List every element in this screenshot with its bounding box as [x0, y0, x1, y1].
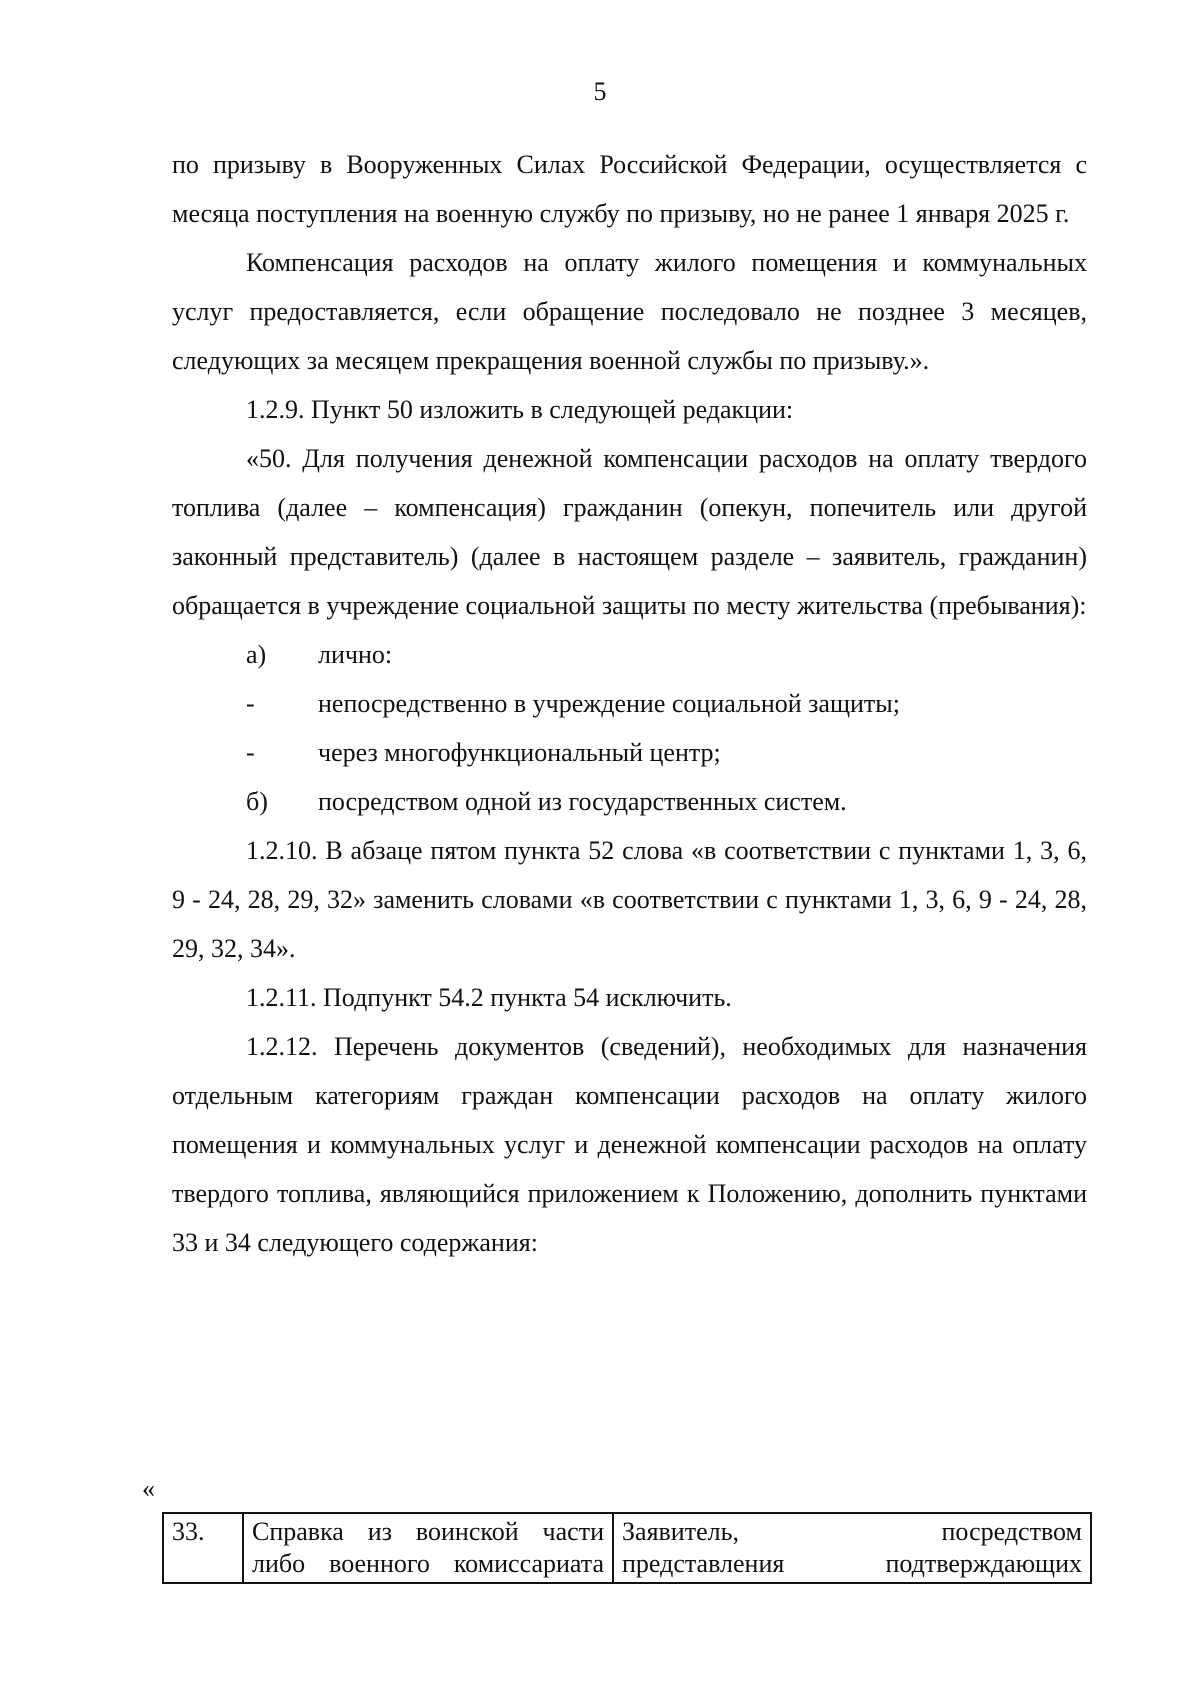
list-marker: - [246, 689, 255, 718]
list-item [172, 728, 1087, 777]
document-body [172, 140, 1087, 1267]
opening-quote-mark: « [142, 1474, 155, 1503]
list-text: через многофункциональный центр; [318, 738, 721, 767]
list-marker: а) [246, 640, 267, 669]
paragraph-continuation: по призыву в Вооруженных Силах Российской Федерации, осуществляется с месяца поступления на военную службу по призыву, но не ранее 1 января 2025 г. [172, 150, 1087, 228]
list-item [172, 777, 1087, 826]
list-item [172, 679, 1087, 728]
list-text: посредством одной из государственных систем. [318, 787, 847, 816]
table-cell-line: Заявитель, посредством [622, 1517, 1082, 1546]
list-text: лично: [318, 640, 393, 669]
list-text: непосредственно в учреждение социальной защиты; [318, 689, 900, 718]
paragraph-1-2-11: 1.2.11. Подпункт 54.2 пункта 54 исключить. [246, 983, 732, 1012]
list-item [172, 630, 1087, 679]
paragraph-compensation-term: Компенсация расходов на оплату жилого помещения и коммунальных услуг предоставляется, если обращение последовало не позднее 3 месяцев, следующих за месяцем прекращения военной службы по призыву.». [172, 248, 1087, 375]
table-cell-line: либо военного комиссариата [252, 1549, 604, 1578]
list-marker: б) [246, 787, 268, 816]
table-cell-line: Справка из воинской части [252, 1517, 604, 1546]
paragraph-point-50: «50. Для получения денежной компенсации расходов на оплату твердого топлива (далее – компенсация) гражданин (опекун, попечитель или другой законный представитель) (далее в настоящем разделе – заявитель, гражданин) обращается в учреждение социальной защиты по месту жительства (пребывания): [172, 444, 1087, 620]
table-cell-submitter [613, 1513, 1091, 1583]
table-cell-document [243, 1513, 613, 1583]
paragraph-1-2-9: 1.2.9. Пункт 50 изложить в следующей редакции: [246, 395, 794, 424]
page-number: 5 [593, 77, 607, 106]
table-cell-line: представления подтверждающих [622, 1549, 1082, 1578]
table-cell-number: 33. [163, 1513, 243, 1583]
paragraph-1-2-10: 1.2.10. В абзаце пятом пункта 52 слова «в соответствии с пунктами 1, 3, 6, 9 - 24, 28, 29, 32» заменить словами «в соответствии с пунктами 1, 3, 6, 9 - 24, 28, 29, 32, 34». [172, 836, 1087, 963]
documents-table [162, 1512, 1092, 1584]
paragraph-1-2-12: 1.2.12. Перечень документов (сведений), необходимых для назначения отдельным категориям граждан компенсации расходов на оплату жилого помещения и коммунальных услуг и денежной компенсации расходов на оплату твердого топлива, являющийся приложением к Положению, дополнить пунктами 33 и 34 следующего содержания: [172, 1032, 1087, 1257]
table-row [163, 1513, 1091, 1583]
list-marker: - [246, 738, 255, 767]
